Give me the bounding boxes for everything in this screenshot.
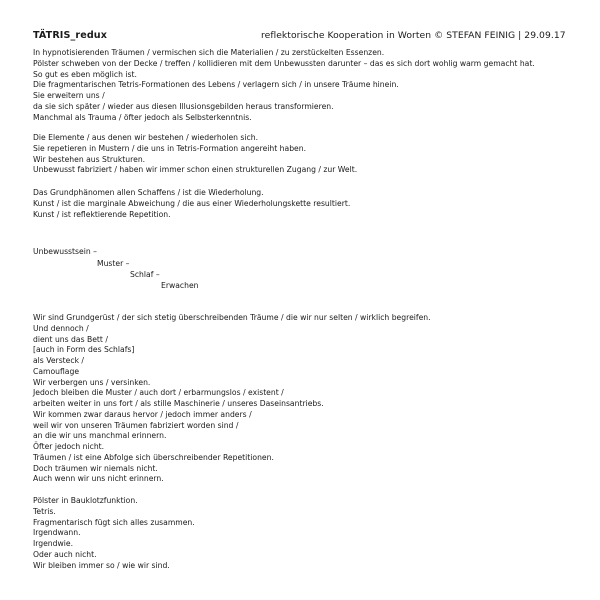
cascade-line-unbewusstsein: Unbewusstsein – [33, 247, 97, 256]
document-title: TÄTRIS_redux [33, 30, 108, 41]
text-line: Doch träumen wir niemals nicht. [33, 463, 158, 473]
text-line: Pölster in Bauklotzfunktion. [33, 496, 138, 505]
text-line: weil wir von unseren Träumen fabriziert worden sind / [33, 420, 239, 430]
text-line: Auch wenn wir uns nicht erinnern. [33, 474, 164, 484]
text-line: da sie sich später / wieder aus diesen Illusionsgebilden heraus transformieren. [33, 101, 334, 111]
text-line: Pölster schweben von der Decke / treffen / kollidieren mit dem Unbewussten darunter – das es sich dort wohlig warm gemacht hat. [33, 58, 535, 68]
text-line: Und dennoch / [33, 323, 89, 333]
stanza-4 [33, 313, 431, 485]
text-line: Jedoch bleiben die Muster / auch dort / erbarmungslos / existent / [33, 388, 284, 398]
text-line: Manchmal als Trauma / öfter jedoch als Selbsterkenntnis. [33, 112, 252, 122]
text-line: Wir verbergen uns / versinken. [33, 377, 151, 387]
text-line: Wir sind Grundgerüst / der sich stetig überschreibenden Träume / die wir nur selten / wirklich begreifen. [33, 313, 431, 322]
text-line: Kunst / ist die marginale Abweichung / die aus einer Wiederholungskette resultiert. [33, 198, 351, 208]
stanza-5 [33, 496, 195, 571]
cascade-line-schlaf: Schlaf – [130, 270, 160, 279]
text-line: Die Elemente / aus denen wir bestehen / wiederholen sich. [33, 133, 259, 142]
text-line: Wir bleiben immer so / wie wir sind. [33, 560, 170, 570]
text-line: Oder auch nicht. [33, 549, 97, 559]
text-line: Öfter jedoch nicht. [33, 442, 105, 451]
cascade-line-erwachen: Erwachen [161, 281, 199, 290]
text-line: Tetris. [33, 506, 56, 516]
text-line: Die fragmentarischen Tetris-Formationen des Lebens / verlagern sich / in unsere Träume hinein. [33, 80, 399, 90]
text-line: Unbewusst fabriziert / haben wir immer schon einen strukturellen Zugang / zur Welt. [33, 165, 358, 175]
text-line: Das Grundphänomen allen Schaffens / ist die Wiederholung. [33, 188, 264, 197]
text-line: [auch in Form des Schlafs] [33, 345, 135, 355]
text-line: Irgendwie. [33, 539, 74, 548]
text-line: an die wir uns manchmal erinnern. [33, 431, 167, 441]
text-line: Träumen / ist eine Abfolge sich überschreibender Repetitionen. [33, 452, 274, 462]
text-line: als Versteck / [33, 356, 84, 365]
text-line: arbeiten weiter in uns fort / als stille Maschinerie / unseres Daseinsantriebs. [33, 399, 324, 408]
text-line: Wir kommen zwar daraus hervor / jedoch immer anders / [33, 409, 252, 419]
text-line: Kunst / ist reflektierende Repetition. [33, 209, 171, 219]
text-line: So gut es eben möglich ist. [33, 69, 137, 79]
author-credit: reflektorische Kooperation in Worten © STEFAN FEINIG | 29.09.17 [261, 30, 566, 41]
text-line: Wir bestehen aus Strukturen. [33, 154, 146, 164]
text-line: In hypnotisierenden Träumen / vermischen sich die Materialien / zu zerstückelten Essenzen. [33, 48, 385, 57]
text-line: Fragmentarisch fügt sich alles zusammen. [33, 517, 195, 527]
cascade-line-muster: Muster – [97, 259, 130, 268]
stanza-1 [33, 48, 535, 123]
text-line: Camouflage [33, 366, 80, 376]
stanza-3 [33, 188, 350, 220]
text-line: dient uns das Bett / [33, 334, 108, 344]
text-line: Irgendwann. [33, 528, 81, 538]
stanza-2 [33, 133, 357, 176]
text-line: Sie repetieren in Mustern / die uns in Tetris-Formation angereiht haben. [33, 143, 307, 153]
text-line: Sie erweitern uns / [33, 91, 105, 100]
